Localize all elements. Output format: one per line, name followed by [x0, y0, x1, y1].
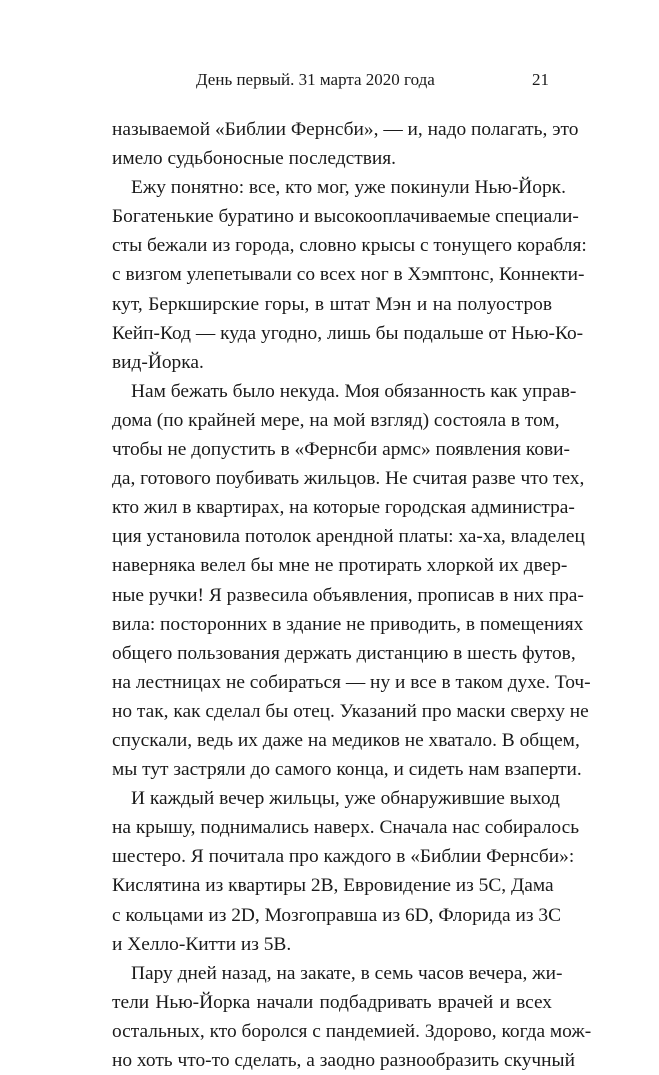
text-line: шестеро. Я почитала про каждого в «Библии Фернсби»:: [112, 846, 575, 868]
text-line: с кольцами из 2D, Мозгоправша из 6D, Флорида из 3C: [112, 904, 562, 926]
text-line: имело судьбоносные последствия.: [112, 148, 397, 170]
text-line: тели Нью-Йорка начали подбадривать врачей и всех: [112, 991, 552, 1013]
text-line: мы тут застряли до самого конца, и сидеть нам взаперти.: [112, 759, 582, 781]
page-number: 21: [532, 70, 549, 89]
text-line: Богатенькие буратино и высокооплачиваемые специали-: [112, 206, 579, 228]
text-line: общего пользования держать дистанцию в шесть футов,: [112, 642, 576, 664]
body-text: [112, 115, 592, 1075]
text-line: да, готового поубивать жильцов. Не считая разве что тех,: [112, 468, 585, 490]
text-line: спускали, ведь их даже на медиков не хватало. В общем,: [112, 729, 580, 751]
text-line: наверняка велел бы мне не протирать хлоркой их двер-: [112, 555, 568, 577]
text-line: Кислятина из квартиры 2B, Евровидение из 5C, Дама: [112, 875, 554, 897]
text-line: ция установила потолок арендной платы: ха-ха, владелец: [112, 526, 585, 548]
paragraph: [112, 115, 579, 173]
running-title: День первый. 31 марта 2020 года: [196, 70, 435, 89]
paragraph: [112, 784, 580, 959]
text-line: и Хелло-Китти из 5B.: [112, 933, 292, 955]
text-line: вила: посторонних в здание не приводить, в помещениях: [112, 613, 584, 635]
text-line: остальных, кто боролся с пандемией. Здорово, когда мож-: [112, 1020, 592, 1042]
text-line: Нам бежать было некуда. Моя обязанность как управ-: [131, 380, 577, 402]
text-line: кут, Беркширские горы, в штат Мэн и на полуостров: [112, 293, 552, 315]
text-line: но хоть что-то сделать, а заодно разнообразить скучный: [112, 1050, 575, 1071]
text-line: Ежу понятно: все, кто мог, уже покинули Нью-Йорк.: [131, 177, 566, 199]
text-line: Пару дней назад, на закате, в семь часов вечера, жи-: [131, 962, 563, 984]
text-line: И каждый вечер жильцы, уже обнаружившие выход: [131, 788, 560, 810]
text-line: на лестницах не собираться — ну и все в таком духе. Точ-: [112, 671, 591, 693]
paragraph: [112, 959, 592, 1075]
text-line: Кейп-Код — куда угодно, лишь бы подальше от Нью-Ко-: [112, 322, 584, 344]
text-line: кто жил в квартирах, на которые городская администра-: [112, 497, 575, 519]
text-line: сты бежали из города, словно крысы с тонущего корабля:: [112, 235, 587, 257]
text-line: ные ручки! Я развесила объявления, прописав в них пра-: [112, 584, 584, 606]
paragraph: [112, 377, 591, 784]
text-line: дома (по крайней мере, на мой взгляд) состояла в том,: [112, 409, 560, 431]
text-line: но так, как сделал бы отец. Указаний про маски сверху не: [112, 700, 589, 722]
text-line: с визгом улепетывали со всех ног в Хэмптонс, Коннекти-: [112, 264, 585, 286]
text-line: чтобы не допустить в «Фернсби армс» появления кови-: [112, 439, 570, 461]
text-line: вид-Йорка.: [112, 351, 204, 373]
running-head: [0, 70, 659, 94]
text-line: называемой «Библии Фернсби», — и, надо полагать, это: [112, 119, 579, 140]
paragraph: [112, 173, 587, 377]
text-line: на крышу, поднимались наверх. Сначала нас собиралось: [112, 817, 580, 839]
